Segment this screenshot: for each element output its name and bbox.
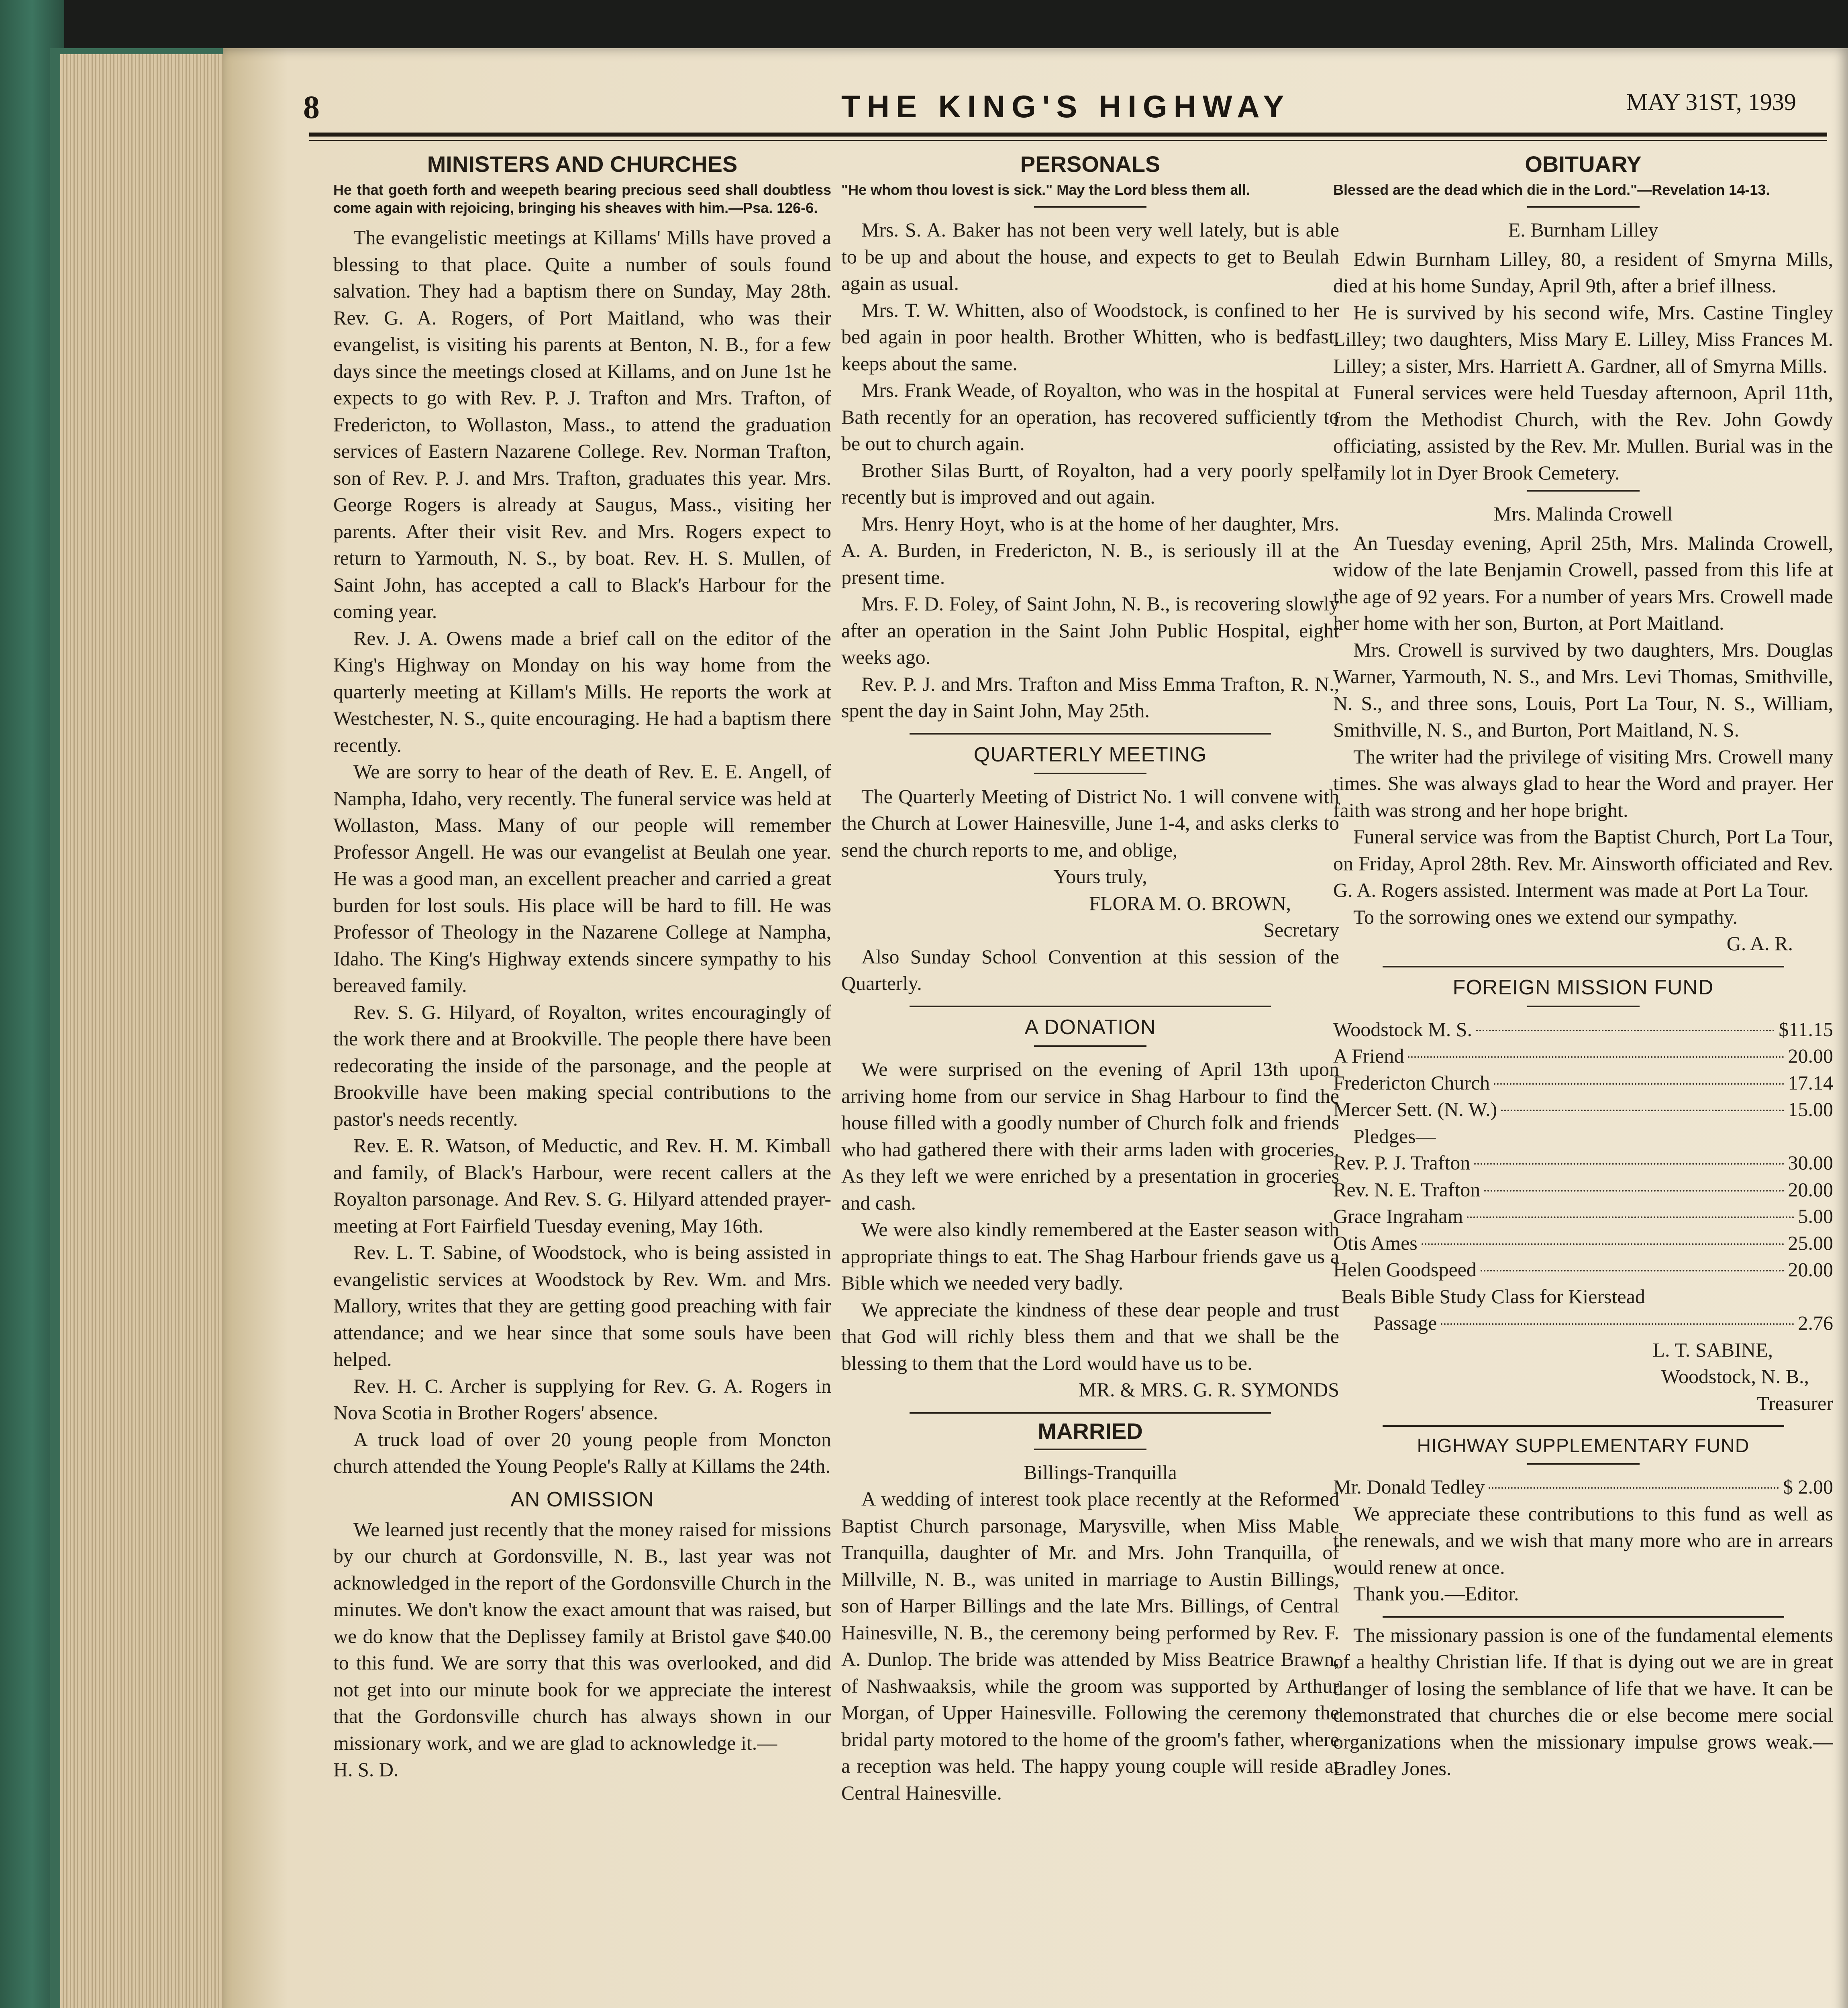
divider [1383,966,1784,967]
dot-leader [1501,1110,1784,1111]
section-heading: MINISTERS AND CHURCHES [427,151,738,177]
paragraph: Thank you.—Editor. [1353,1582,1519,1605]
column-personals [841,151,1339,2008]
signature-place: Woodstock, N. B., [1661,1365,1809,1388]
dot-leader [1408,1056,1784,1058]
fund-row [1333,1203,1833,1230]
paragraph: Mrs. Crowell is survived by two daughters, Mrs. Douglas Warner, Yarmouth, N. S., and Mrs. Levi Thomas, Smithville, N. S., and three sons, Louis, Port La Tour, N. S., William, Smithville, N. S., and Burton, Port Maitland, N. S. [1333,638,1833,741]
divider [1383,1425,1784,1427]
fund-donor: Grace Ingraham [1333,1205,1463,1228]
fund-donor: Rev. N. E. Trafton [1333,1178,1481,1201]
divider [1527,1006,1640,1007]
section-heading: PERSONALS [1020,151,1161,177]
divider [1034,1045,1146,1047]
divider [1034,1449,1146,1450]
paragraph: Rev. H. C. Archer is supplying for Rev. G. A. Rogers in Nova Scotia in Brother Rogers' absence. [333,1374,831,1424]
fund-amount: 20.00 [1788,1178,1833,1201]
page-edges [60,54,229,2008]
signature: MR. & MRS. G. R. SYMONDS [1079,1378,1339,1401]
paragraph: Rev. S. G. Hilyard, of Royalton, writes encouragingly of the work there and at Brookville. The people there have been redecorating the inside of the parsonage, and the people at Brookville have been making special contributions to the pastor's needs recently. [333,1000,831,1130]
dot-leader [1467,1216,1794,1218]
paragraph: A truck load of over 20 young people from Moncton church attended the Young People's Rally at Killams the 24th. [333,1428,831,1477]
fund-amount: $11.15 [1779,1018,1833,1041]
paragraph: The writer had the privilege of visiting Mrs. Crowell many times. She was always glad to hear the Word and prayer. Her faith was strong and her hope bright. [1333,745,1833,821]
fund-donor: Beals Bible Study Class for Kierstead [1341,1285,1645,1308]
paragraph: We are sorry to hear of the death of Rev. E. E. Angell, of Nampha, Idaho, very recently. The funeral service was held at Wollaston, Mass. Many of our people will remember Professor Angell. He was our evangelist at Beulah one year. He was a good man, an excellent preacher and carried a great burden for lost souls. His place will be hard to fill. He was Professor of Theology in the Nazarene College at Nampha, Idaho. The King's Highway extends sincere sympathy to his bereaved family. [333,760,831,997]
article-heading: QUARTERLY MEETING [973,743,1207,766]
paragraph: Mrs. F. D. Foley, of Saint John, N. B., is recovering slowly after an operation in the Saint John Public Hospital, eight weeks ago. [841,592,1339,669]
article-heading: FOREIGN MISSION FUND [1452,975,1714,999]
fund-amount: 20.00 [1788,1258,1833,1281]
paragraph: The Quarterly Meeting of District No. 1 will convene with the Church at Lower Hainesville, June 1-4, and asks clerks to send the church reports to me, and oblige, [841,785,1339,861]
paragraph: Mrs. T. W. Whitten, also of Woodstock, is confined to her bed again in poor health. Brother Whitten, who is bedfast, keeps about the same. [841,298,1339,375]
fund-row [1333,1096,1833,1123]
fund-donor: A Friend [1333,1045,1404,1067]
fund-donor: Mr. Donald Tedley [1333,1475,1485,1498]
paragraph: We appreciate the kindness of these dear people and trust that God will richly bless them and that we shall be the blessing to them that the Lord would have us to be. [841,1298,1339,1374]
paragraph: Rev. J. A. Owens made a brief call on the editor of the King's Highway on Monday on his way home from the quarterly meeting at Killam's Mills. He reports the work at Westchester, N. S., quite encouraging. He had a baptism there recently. [333,626,831,756]
paragraph: Mrs. Frank Weade, of Royalton, who was in the hospital at Bath recently for an operation, has recovered sufficiently to be out to church again. [841,379,1339,455]
section-epigraph: "He whom thou lovest is sick." May the Lord bless them all. [841,182,1250,198]
dot-leader [1484,1190,1784,1192]
article-heading: AN OMISSION [510,1488,654,1511]
masthead-date: MAY 31ST, 1939 [1626,89,1796,115]
fund-amount: 20.00 [1788,1045,1833,1067]
signature-title: Secretary [1263,918,1339,941]
fund-row [1333,1256,1833,1283]
fund-amount: 25.00 [1788,1231,1833,1254]
paragraph: We were also kindly remembered at the Easter season with appropriate things to eat. The Shag Harbour friends gave us a Bible which we needed very badly. [841,1218,1339,1294]
section-epigraph: Blessed are the dead which die in the Lord."—Revelation 14-13. [1333,182,1770,198]
fund-amount: 17.14 [1788,1071,1833,1094]
paragraph: Edwin Burnham Lilley, 80, a resident of Smyrna Mills, died at his home Sunday, April 9th, after a brief illness. [1333,247,1833,297]
treasurer-signature [1333,1337,1833,1417]
fund-donor: Otis Ames [1333,1231,1418,1254]
fund-donor: Mercer Sett. (N. W.) [1333,1098,1497,1121]
fund-subheading: Pledges— [1353,1124,1436,1147]
divider [1034,773,1146,774]
paragraph: We learned just recently that the money raised for missions by our church at Gordonsville, N. B., last year was not acknowledged in the report of the Gordonsville Church in the minutes. We don't know the exact amount that was raised, but we do know that the Deplissey family at Bristol gave $40.00 to this fund. We are sorry that this was overlooked, and did not get into our minute book for we appreciate the interest that the Gordonsville church has always shown in our missionary work, and we are glad to acknowledge it.— [333,1518,831,1754]
fund-donor: Rev. P. J. Trafton [1333,1151,1471,1174]
paragraph: To the sorrowing ones we extend our sympathy. [1353,905,1738,928]
paragraph: Funeral service was from the Baptist Church, Port La Tour, on Friday, Aprol 28th. Rev. Mr. Ainsworth officiated and Rev. G. A. Rogers assisted. Interment was made at Port La Tour. [1333,825,1833,902]
article-subheading: Billings-Tranquilla [1024,1461,1177,1484]
divider [1527,1463,1640,1465]
paragraph: He is survived by his second wife, Mrs. Castine Tingley Lilley; two daughters, Miss Mary E. Lilley, Miss Frances M. Lilley; a sister, Mrs. Harriett A. Gardner, all of Smyrna Mills. [1333,301,1833,377]
paragraph: Mrs. S. A. Baker has not been very well lately, but is able to be up and about the house, and expects to get to Beulah again as usual. [841,218,1339,295]
divider [910,1412,1271,1414]
obituary-name: Mrs. Malinda Crowell [1493,502,1673,525]
signature: G. A. R. [1726,932,1793,955]
dot-leader [1494,1083,1784,1085]
paragraph: Mrs. Henry Hoyt, who is at the home of her daughter, Mrs. A. A. Burden, in Fredericton, N. B., is seriously ill at the present time. [841,512,1339,588]
fund-donor: Woodstock M. S. [1333,1018,1472,1041]
divider [1527,206,1640,208]
divider [910,1006,1271,1007]
obituary-name: E. Burnham Lilley [1508,218,1658,241]
signature-name: FLORA M. O. BROWN, [1089,892,1291,914]
fund-row [1333,1069,1833,1096]
divider [1383,1616,1784,1618]
section-epigraph: He that goeth forth and weepeth bearing precious seed shall doubtless come again with rejoicing, bringing his sheaves with him.—Psa. 126-6. [333,182,831,216]
signature: H. S. D. [333,1758,399,1781]
fund-row [1333,1310,1833,1337]
closing: Yours truly, [1053,865,1147,888]
fund-donor: Passage [1373,1312,1437,1335]
divider [910,733,1271,735]
paragraph: Also Sunday School Convention at this session of the Quarterly. [841,945,1339,995]
fund-donor: Helen Goodspeed [1333,1258,1477,1281]
masthead-rule [309,133,1827,137]
dot-leader [1441,1323,1794,1325]
signature-title: Treasurer [1757,1392,1833,1414]
fund-amount: 15.00 [1788,1098,1833,1121]
page-number: 8 [303,89,320,125]
fund-amount: $ 2.00 [1783,1475,1833,1498]
paragraph: The evangelistic meetings at Killams' Mills have proved a blessing to that place. Quite a number of souls found salvation. They had a baptism there on Sunday, May 28th. Rev. G. A. Rogers, of Port Maitland, who was their evangelist, is visiting his parents at Benton, N. B., for a few days since the meetings closed at Killams, and on June 1st he expects to go with Rev. P. J. Trafton and Mrs. Trafton, of Fredericton, to Wollaston, Mass., to attend the graduation services of Eastern Nazarene College. Rev. Norman Trafton, son of Rev. P. J. and Mrs. Trafton, graduates this year. Mrs. George Rogers is already at Saugus, Mass., visiting her parents. After their visit Rev. and Mrs. Rogers expect to return to Yarmouth, N. S., by boat. Rev. H. S. Mullen, of Saint John, has accepted a call to Black's Harbour for the coming year. [333,226,831,623]
dot-leader [1474,1163,1784,1165]
section-heading: MARRIED [1038,1418,1143,1444]
paragraph: A wedding of interest took place recently at the Reformed Baptist Church parsonage, Marysville, when Miss Mable Tranquilla, daughter of Mr. and Mrs. John Tranquilla, of Millville, N. B., was united in marriage to Austin Billings, son of Harper Billings and the late Mrs. Billings, of Central Hainesville, N. B., the ceremony being performed by Rev. F. A. Dunlop. The bride was attended by Miss Beatrice Brawn, of Nashwaaksis, while the groom was supported by Arthur Morgan, of Upper Hainesville. Following the ceremony the bridal party motored to the home of the groom's father, where a reception was held. The happy young couple will reside at Central Hainesville. [841,1488,1339,1804]
dot-leader [1481,1270,1784,1271]
quote-paragraph: The missionary passion is one of the fundamental elements of a healthy Christian life. If that is dying out we are in great danger of losing the semblance of life that we have. It can be demonstrated that churches die or else become mere social organizations when the missionary impulse grows weak.—Bradley Jones. [1333,1623,1833,1780]
dot-leader [1489,1487,1779,1489]
column-ministers-and-churches [333,151,831,2008]
section-heading: OBITUARY [1525,151,1642,177]
paragraph: Rev. E. R. Watson, of Meductic, and Rev. H. M. Kimball and family, of Black's Harbour, were recent callers at the Royalton parsonage. And Rev. S. G. Hilyard attended prayer-meeting at Fort Fairfield Tuesday evening, May 16th. [333,1134,831,1237]
masthead-rule-thin [309,140,1827,141]
fund-row [1333,1016,1833,1043]
fund-amount: 5.00 [1798,1205,1833,1228]
signature-name: L. T. SABINE, [1652,1338,1773,1361]
divider [1527,490,1640,492]
paragraph: We were surprised on the evening of April 13th upon arriving home from our service in Shag Harbour to find the house filled with a goodly number of Church folk and friends who had gathered there with their arms laden with groceries. As they left we were enriched by a presentation in groceries and cash. [841,1058,1339,1214]
paragraph: We appreciate these contributions to this fund as well as the renewals, and we wish that many more who are in arrears would renew at once. [1333,1502,1833,1578]
fund-donor: Fredericton Church [1333,1071,1490,1094]
masthead-title: THE KING'S HIGHWAY [841,89,1291,124]
paragraph: Brother Silas Burtt, of Royalton, had a very poorly spell recently but is improved and out again. [841,459,1339,508]
paragraph: Rev. L. T. Sabine, of Woodstock, who is being assisted in evangelistic services at Woodstock by Rev. Wm. and Mrs. Mallory, writes that they are getting good preaching with fair attendance; and we hear since that some souls have been helped. [333,1241,831,1371]
divider [1034,206,1146,208]
paragraph: Rev. P. J. and Mrs. Trafton and Miss Emma Trafton, R. N., spent the day in Saint John, May 25th. [841,672,1339,722]
fund-row [1333,1043,1833,1069]
paragraph: Funeral services were held Tuesday afternoon, April 11th, from the Methodist Church, with the Rev. John Gowdy officiating, assisted by the Rev. Mr. Mullen. Burial was in the family lot in Dyer Brook Cemetery. [1333,381,1833,484]
fund-amount: 2.76 [1798,1312,1833,1335]
fund-row [1333,1149,1833,1176]
fund-row [1333,1473,1833,1500]
column-obituary [1333,151,1833,2008]
fund-row [1333,1176,1833,1203]
fund-row [1333,1230,1833,1257]
paragraph: An Tuesday evening, April 25th, Mrs. Malinda Crowell, widow of the late Benjamin Crowell, passed from this life at the age of 92 years. For a number of years Mrs. Crowell made her home with her son, Burton, at Port Maitland. [1333,531,1833,635]
article-heading: A DONATION [1024,1015,1156,1039]
dot-leader [1422,1243,1784,1245]
dot-leader [1476,1030,1775,1031]
article-heading: HIGHWAY SUPPLEMENTARY FUND [1417,1435,1750,1457]
fund-amount: 30.00 [1788,1151,1833,1174]
